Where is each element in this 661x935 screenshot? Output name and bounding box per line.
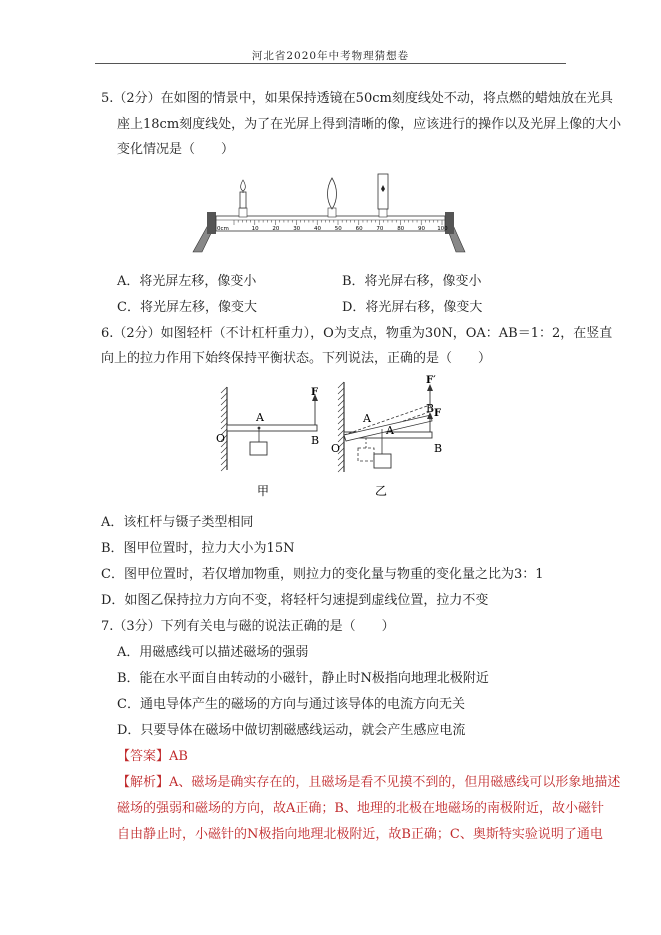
ruler-label: 10 (251, 226, 259, 232)
lever-figure-yi (330, 372, 460, 500)
candle-icon (239, 180, 247, 217)
q7-option-b: B．能在水平面自由转动的小磁针，静止时N极指向地理北极附近 (117, 671, 489, 686)
lever-figure-jia (215, 385, 335, 500)
ruler-label: 30 (293, 226, 301, 232)
q5-option-a: A．将光屏左移，像变小 (117, 274, 257, 289)
q6-stem-line2: 向上的拉力作用下始终保持平衡状态。下列说法，正确的是（ ） (101, 351, 492, 366)
weight-block-dashed (358, 448, 374, 461)
weight-block (250, 442, 267, 455)
bench-left-post (207, 212, 216, 234)
lever-bar (227, 425, 317, 431)
label-O: O (331, 442, 341, 455)
q5-stem-line2: 座上18cm刻度线处，为了在光屏上得到清晰的像，应该进行的操作以及光屏上像的大小 (117, 117, 622, 132)
label-F: F (311, 387, 319, 398)
q5-stem-line3: 变化情况是（ ） (117, 142, 235, 157)
q5-option-c: C．将光屏左移，像变大 (117, 300, 257, 315)
q6-option-c: C．图甲位置时，若仅增加物重，则拉力的变化量与物重的变化量之比为3：1 (101, 567, 544, 582)
ruler-label: 70 (376, 226, 384, 232)
label-F-prime: F′ (426, 375, 436, 386)
label-B-upper: B (426, 402, 435, 415)
ruler-label: 80 (397, 226, 405, 232)
q7-stem: 7.（3分）下列有关电与磁的说法正确的是（ ） (101, 619, 395, 634)
ruler-label: 60 (355, 226, 363, 232)
label-A: A (256, 411, 264, 424)
ruler-label: 50 (334, 226, 342, 232)
header-divider (95, 63, 566, 64)
label-O: O (216, 432, 226, 445)
q6-option-b: B．图甲位置时，拉力大小为15N (101, 541, 295, 556)
q5-option-b: B．将光屏右移，像变小 (342, 274, 482, 289)
q5-option-d: D．将光屏右移，像变大 (342, 300, 483, 315)
optical-bench-figure (190, 170, 470, 260)
ruler-label: 100 (437, 226, 448, 232)
label-A-lower: A (386, 424, 394, 437)
caption-yi: 乙 (375, 484, 388, 498)
wall-hatch (338, 382, 344, 472)
ruler-label: 90 (418, 226, 425, 232)
light-screen-icon (378, 174, 388, 217)
ruler-unit-label: 0cm (217, 226, 229, 232)
label-F: F (434, 408, 442, 419)
weight-block (374, 454, 391, 468)
page-header: 河北省2020年中考物理猜想卷 (251, 50, 410, 62)
ruler-label: 40 (314, 226, 321, 232)
caption-jia: 甲 (257, 484, 270, 498)
q6-option-d: D．如图乙保持拉力方向不变，将轻杆匀速提到虚线位置，拉力不变 (101, 593, 489, 608)
label-B: B (311, 434, 320, 447)
q5-stem-line1: 5.（2分）在如图的情景中，如果保持透镜在50cm刻度线处不动，将点燃的蜡烛放在光具 (101, 91, 613, 106)
q7-analysis-line1: 【解析】A、磁场是确实存在的，且磁场是看不见摸不到的，但用磁感线可以形象地描述 (117, 775, 621, 790)
bench-rail (216, 216, 445, 231)
q7-option-c: C．通电导体产生的磁场的方向与通过该导体的电流方向无关 (117, 697, 465, 712)
q6-option-a: A．该杠杆与镊子类型相同 (101, 515, 254, 530)
q7-answer: 【答案】AB (117, 749, 188, 764)
q6-stem-line1: 6.（2分）如图轻杆（不计杠杆重力），O为支点，物重为30N，OA：AB＝1：2，在竖直 (101, 326, 613, 341)
label-B-lower: B (434, 442, 443, 455)
wall-hatch (221, 387, 227, 471)
ruler-label: 20 (272, 226, 280, 232)
q7-option-a: A．用磁感线可以描述磁场的强弱 (117, 645, 309, 660)
label-A-upper: A (363, 412, 371, 425)
q7-analysis-line3: 自由静止时，小磁针的N极指向地理北极附近，故B正确；C、奥斯特实验说明了通电 (117, 827, 603, 842)
q7-option-d: D．只要导体在磁场中做切割磁感线运动，就会产生感应电流 (117, 723, 466, 738)
convex-lens-icon (328, 178, 337, 217)
q7-analysis-line2: 磁场的强弱和磁场的方向，故A正确；B、地理的北极在地磁场的南极附近，故小磁针 (117, 801, 604, 816)
